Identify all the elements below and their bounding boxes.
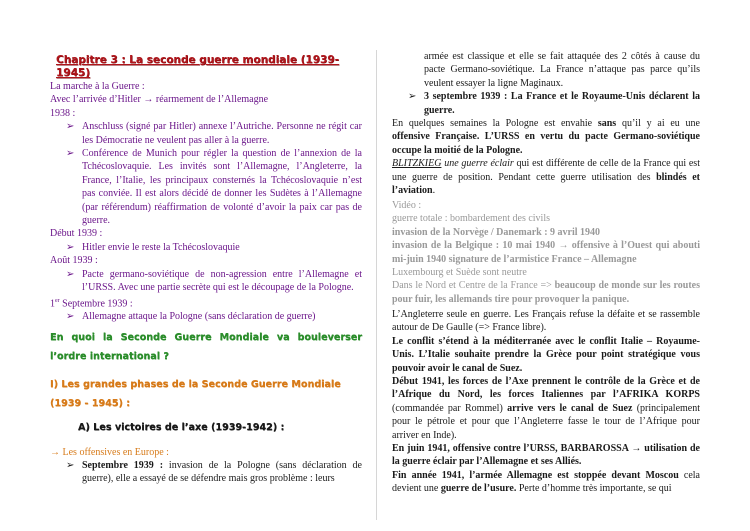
arrow-bullet-icon: ➢ <box>66 121 75 133</box>
list-item: ➢ Hitler envie le reste la Tchécoslovaquie <box>66 241 240 253</box>
list-item: ➢ Allemagne attaque la Pologne (sans déclaration de guerre) <box>66 311 316 323</box>
video-note: Dans le Nord et Centre de la France => beaucoup de monde sur les routes pour fuir, les allemands tire pour provoquer la panique. <box>392 280 700 305</box>
list-item: ➢ Anschluss (signé par Hitler) annexe l’Autriche. Personne ne régit car les Démocratie ne veulent pas aller à la guerre. <box>66 121 362 146</box>
video-note: Luxembourg et Suède sont neutre <box>392 267 527 279</box>
arrow-bullet-icon: ➢ <box>66 241 75 253</box>
main-question: En quoi la Seconde Guerre Mondiale va bouleverser l’ordre international ? <box>50 332 362 362</box>
list-item: ➢ Conférence de Munich pour régler la question de l’annexion de la Tchécoslovaquie. Les invités sont l’Allemagne, l’Angleterre, la France, l’Italie, les principaux consternés la Tchécoslovaquie n’est pas conviée. Il est alors décidé de donner les Sudètes à l’Allemagne (par référendum) réaffirmation de volonté d’avoir la paix car pas de guerre. <box>66 148 362 227</box>
juin-1941-paragraph: En juin 1941, offensive contre l’URSS, BARBAROSSA → utilisation de la guerre éclair par l’Allemagne et ses Alliés. <box>392 443 700 468</box>
section-one-heading: I) Les grandes phases de la Seconde Guerre Mondiale (1939 - 1945) : <box>50 379 341 409</box>
arrow-bullet-icon: ➢ <box>66 311 75 323</box>
video-label: Vidéo : <box>392 200 422 211</box>
year-1938: 1938 : <box>50 107 76 119</box>
hitler-line: Avec l’arrivée d’Hitler → réarmement de l’Allemagne <box>50 94 269 106</box>
video-notes <box>392 199 700 306</box>
intro-block <box>50 80 362 324</box>
chapter-title: Chapitre 3 : La seconde guerre mondiale (1939-1945) <box>56 54 340 80</box>
right-top-block <box>392 50 700 197</box>
video-note: invasion de la Belgique : 10 mai 1940 → offensive à l’Ouest qui abouti mi-juin 1940 signature de l’armistice France – Allemagne <box>392 240 700 265</box>
video-note: invasion de la Norvège / Danemark : 9 avril 1940 <box>392 226 601 238</box>
arrow-bullet-icon: ➢ <box>66 460 75 471</box>
debut-1941-paragraph: Début 1941, les forces de l’Axe prennent le contrôle de la Grèce et de l’Afrique du Nord, les forces Italiennes par l’AFRIKA KORPS (commandée par Rommel) arrive vers le canal de Suez (principalement pour le pétrole et pour que l’Angleterre fasse le tour de l’Afrique pour arriver en Inde). <box>392 376 701 441</box>
fin-1941-paragraph: Fin année 1941, l’armée Allemagne est stoppée devant Moscou cela devient une guerre de l’usure. Perte d’homme très importante, se qui <box>392 469 700 495</box>
army-paragraph: armée est classique et elle se fait attaquée des 2 côtés à cause du pacte Germano-soviétique. La France n’attaque pas parce qu’ils veulent essayer la ligne Maginaux. <box>424 51 700 89</box>
left-last-block <box>50 459 362 486</box>
list-item: ➢ Septembre 1939 : invasion de la Pologne (sans déclaration de guerre), elle a essayé de se défendre mais gros problème : leurs <box>66 460 362 485</box>
august-1939: Août 1939 : <box>50 255 98 267</box>
list-item: ➢ 3 septembre 1939 : La France et le Royaume-Unis déclarent la guerre. <box>408 91 700 116</box>
column-divider <box>376 50 377 520</box>
list-item: ➢ Pacte germano-soviétique de non-agression entre l’Allemagne et l’URSS. Avec une partie secrète qui est le découpage de la Pologne. <box>66 268 362 294</box>
poland-paragraph: En quelques semaines la Pologne est envahie sans qu’il y ai eu une offensive Française. L’URSS en vertu du pacte Germano-soviétique occupe la moitié de la Pologne. <box>392 118 700 156</box>
blitzkrieg-paragraph: BLITZKIEG une guerre éclair qui est différente de celle de la France qui est une guerre de position. Pendant cette guerre utilisation des blindés et l’aviation. <box>392 158 700 197</box>
sept-1939: 1er Septembre 1939 : <box>50 297 133 309</box>
video-note: guerre totale : bombardement des civils <box>392 213 551 225</box>
arrow-bullet-icon: ➢ <box>66 148 75 160</box>
offensives-heading: → Les offensives en Europe : <box>50 447 169 458</box>
section-a-heading: A) Les victoires de l’axe (1939-1942) : <box>78 422 285 433</box>
intro-heading: La marche à la Guerre : <box>50 81 145 92</box>
angleterre-paragraph: L’Angleterre seule en guerre. Les Français refuse la défaite et se rassemble autour de De Gaulle (=> France libre). <box>392 309 700 334</box>
right-bottom-block <box>392 308 700 496</box>
conflit-paragraph: Le conflit s’étend à la méditerranée avec le conflit Italie – Royaume-Unis. L’Italie souhaite prendre la Grèce pour point stratégique vous pouvoir avoir le canal de Suez. <box>392 335 700 374</box>
year-1939: Début 1939 : <box>50 228 103 240</box>
arrow-bullet-icon: ➢ <box>66 268 75 280</box>
arrow-bullet-icon: ➢ <box>408 91 417 103</box>
